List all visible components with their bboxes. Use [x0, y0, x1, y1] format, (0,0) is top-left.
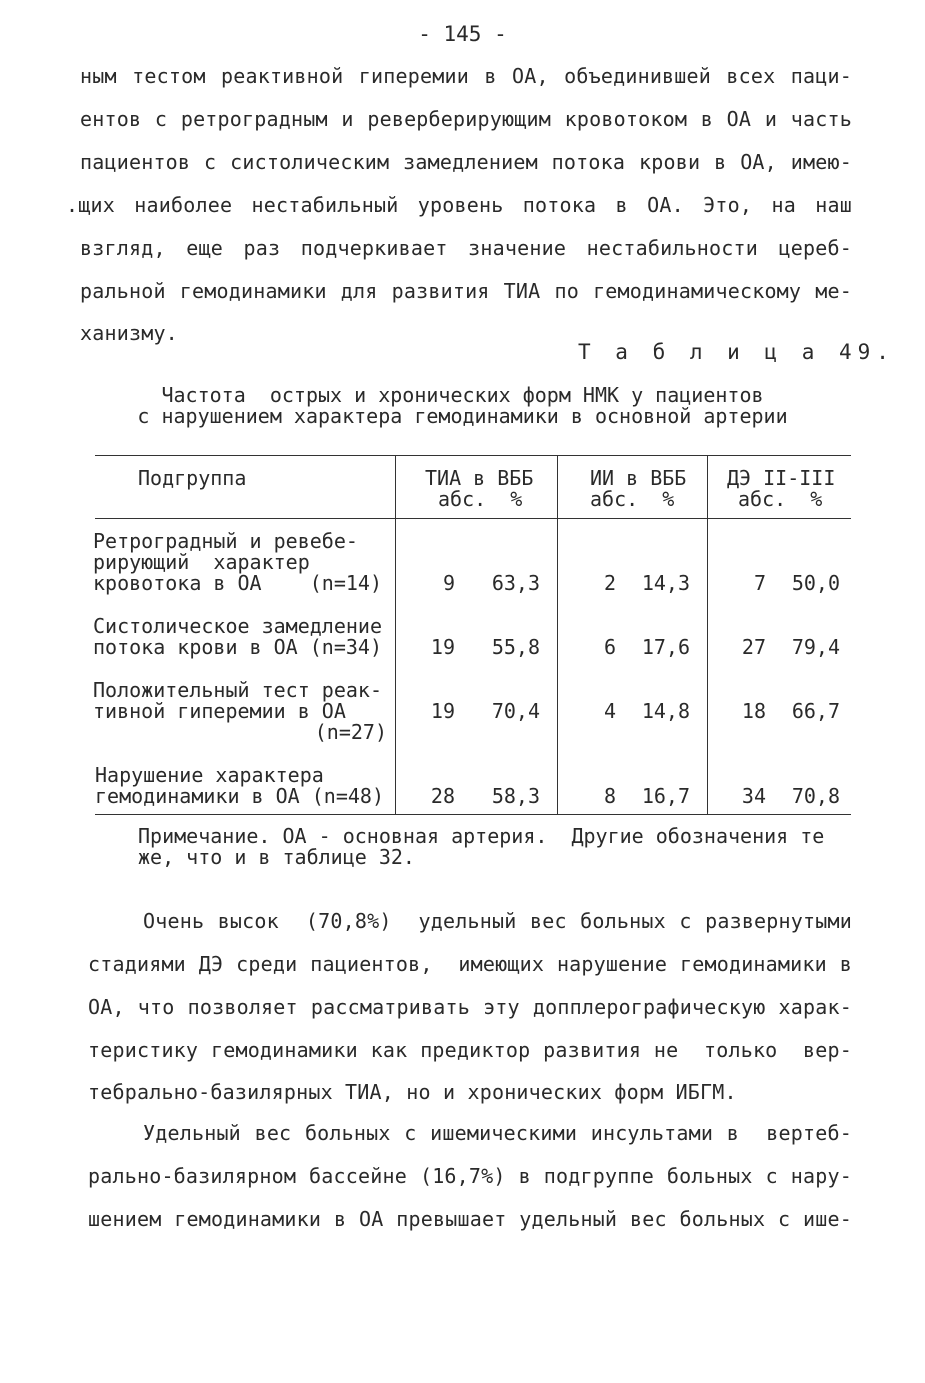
text-line: ОА, что позволяет рассматривать эту допплерографическую харак- [88, 995, 852, 1019]
text-line: пациентов с систолическим замедлением потока крови в ОА, имею- [80, 150, 852, 174]
table-note-line: Примечание. ОА - основная артерия. Другие обозначения те [138, 824, 825, 848]
text-line: взгляд, еще раз подчеркивает значение нестабильности цереб- [80, 236, 852, 260]
header-subgroup: Подгруппа [138, 466, 247, 490]
ii-pct: 17,6 [641, 635, 690, 659]
de-pct: 66,7 [791, 699, 840, 723]
header-de: ДЭ II-III [727, 466, 836, 490]
column-divider [557, 455, 558, 814]
de-abs: 27 [741, 635, 766, 659]
table-title-line: с нарушением характера гемодинамики в основной артерии [137, 404, 788, 428]
row-label: рирующий характер [93, 550, 310, 574]
page-number: - 145 - [418, 22, 507, 46]
ii-abs: 2 [603, 571, 616, 595]
table-bottom-rule [95, 814, 851, 815]
ii-abs: 8 [603, 784, 616, 808]
column-divider [707, 455, 708, 814]
text-line: .щих наиболее нестабильный уровень потока в ОА. Это, на наш [66, 193, 852, 217]
de-abs: 7 [753, 571, 766, 595]
de-pct: 70,8 [791, 784, 840, 808]
header-de-units: абс. % [738, 487, 823, 511]
row-label: Ретроградный и ревебе- [93, 529, 358, 553]
tia-abs: 28 [430, 784, 455, 808]
ii-abs: 4 [603, 699, 616, 723]
table-header-rule [95, 518, 851, 519]
tia-abs: 9 [442, 571, 455, 595]
row-label: Нарушение характера [95, 763, 324, 787]
ii-pct: 14,8 [641, 699, 690, 723]
tia-pct: 55,8 [491, 635, 540, 659]
table-title-line: Частота острых и хронических форм НМК у пациентов [161, 383, 764, 407]
text-line: Очень высок (70,8%) удельный вес больных с развернутыми [143, 909, 852, 933]
row-label: тивной гиперемии в ОА [93, 699, 346, 723]
tia-pct: 63,3 [491, 571, 540, 595]
table-top-rule [95, 455, 851, 456]
de-pct: 79,4 [791, 635, 840, 659]
header-tia-units: абс. % [438, 487, 523, 511]
ii-pct: 16,7 [641, 784, 690, 808]
row-label: гемодинамики в ОА (n=48) [95, 784, 384, 808]
tia-pct: 70,4 [491, 699, 540, 723]
tia-abs: 19 [430, 635, 455, 659]
row-label: Положительный тест реак- [93, 678, 382, 702]
ii-pct: 14,3 [641, 571, 690, 595]
text-line: тебрально-базилярных ТИА, но и хронических форм ИБГМ. [88, 1080, 737, 1104]
text-line: рально-базилярном бассейне (16,7%) в подгруппе больных с нару- [88, 1164, 852, 1188]
tia-abs: 19 [430, 699, 455, 723]
ii-abs: 6 [603, 635, 616, 659]
text-line: ральной гемодинамики для развития ТИА по гемодинамическому ме- [80, 279, 852, 303]
row-label: потока крови в ОА (n=34) [93, 635, 382, 659]
de-abs: 18 [741, 699, 766, 723]
row-label: кровотока в ОА (n=14) [93, 571, 382, 595]
header-ii: ИИ в ВББ [590, 466, 687, 490]
header-tia: ТИА в ВББ [425, 466, 534, 490]
text-line: теристику гемодинамики как предиктор развития не только вер- [88, 1038, 852, 1062]
row-label: (n=27) [314, 720, 387, 744]
text-line: стадиями ДЭ среди пациентов, имеющих нарушение гемодинамики в [88, 952, 852, 976]
tia-pct: 58,3 [491, 784, 540, 808]
header-ii-units: абс. % [590, 487, 675, 511]
column-divider [395, 455, 396, 814]
table-caption: Т а б л и ц а 49. [578, 340, 895, 364]
row-label: Систолическое замедление [93, 614, 382, 638]
text-line: ханизму. [80, 321, 178, 345]
text-line: ентов с ретроградным и реверберирующим кровотоком в ОА и часть [80, 107, 852, 131]
text-line: Удельный вес больных с ишемическими инсультами в вертеб- [143, 1121, 852, 1145]
table-note-line: же, что и в таблице 32. [138, 845, 415, 869]
text-line: ным тестом реактивной гиперемии в ОА, объединившей всех паци- [80, 64, 852, 88]
de-pct: 50,0 [791, 571, 840, 595]
de-abs: 34 [741, 784, 766, 808]
text-line: шением гемодинамики в ОА превышает удельный вес больных с ише- [88, 1207, 852, 1231]
